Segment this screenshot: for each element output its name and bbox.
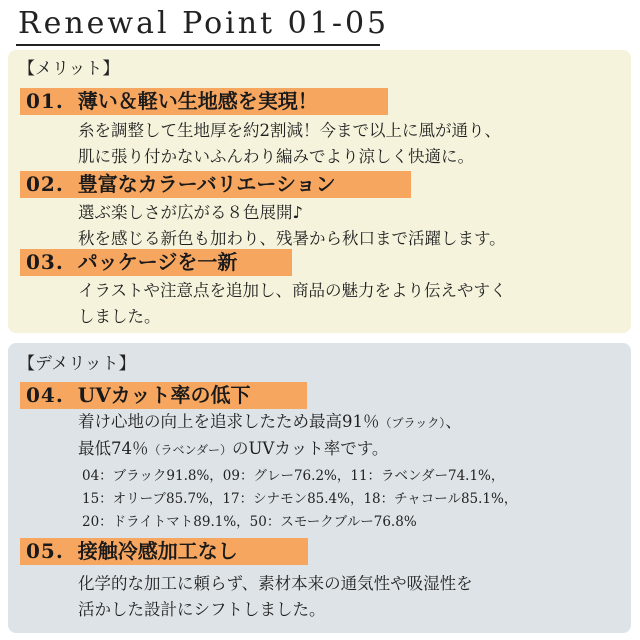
uv-stats-list	[82, 465, 517, 534]
title-underline	[16, 44, 380, 46]
demerit-label: 【デメリット】	[18, 354, 136, 374]
heading-03-number: 03.	[26, 250, 64, 274]
item-04-line-2	[78, 436, 462, 463]
uv-stats-line-1: 04：ブラック91.8%，09：グレー76.2%，11：ラベンダー74.1%，	[82, 468, 505, 484]
item-04-line-2-main: 最低74％	[78, 439, 149, 458]
heading-05	[20, 538, 308, 565]
item-05-body	[78, 571, 473, 623]
page-title: Renewal Point 01-05	[18, 6, 390, 41]
heading-04-number: 04.	[26, 383, 64, 407]
item-01-body	[78, 118, 501, 170]
uv-stats-line-2: 15：オリーブ85.7%，17：シナモン85.4%，18：チャコール85.1%，	[82, 491, 518, 507]
heading-01-text: 薄い＆軽い生地感を実現！	[77, 89, 318, 113]
item-04-line-1-note: （ブラック）	[379, 416, 446, 430]
heading-01-number: 01.	[26, 89, 64, 113]
item-03-body	[78, 278, 507, 330]
item-02-body	[78, 200, 506, 252]
item-04-line-1-end: 、	[445, 412, 462, 431]
heading-02	[20, 171, 411, 198]
heading-02-text: 豊富なカラーバリエーション	[77, 172, 336, 196]
item-01-line-2: 肌に張り付かないふんわり編みでより涼しく快適に。	[78, 147, 474, 166]
heading-05-text: 接触冷感加工なし	[77, 539, 238, 563]
heading-02-number: 02.	[26, 172, 64, 196]
item-04-line-1	[78, 409, 462, 436]
item-04-line-2-end: のUVカット率です。	[232, 439, 389, 458]
item-04-line-1-main: 着け心地の向上を追求したため最高91％	[78, 412, 380, 431]
item-05-line-2: 活かした設計にシフトしました。	[78, 600, 326, 619]
merit-label: 【メリット】	[18, 59, 120, 79]
heading-04	[20, 382, 307, 409]
item-02-line-2: 秋を感じる新色も加わり、残暑から秋口まで活躍します。	[78, 229, 506, 248]
uv-stats-line-3: 20：ドライトマト89.1%，50：スモークブルー76.8%	[82, 514, 417, 530]
heading-04-text: UVカット率の低下	[77, 383, 251, 407]
item-03-line-1: イラストや注意点を追加し、商品の魅力をより伝えやすく	[78, 281, 507, 300]
heading-03	[20, 249, 292, 276]
heading-03-text: パッケージを一新	[77, 250, 238, 274]
heading-01	[20, 88, 388, 115]
item-02-line-1: 選ぶ楽しさが広がる８色展開♪	[78, 203, 304, 222]
item-04-body	[78, 409, 462, 463]
item-05-line-1: 化学的な加工に頼らず、素材本来の通気性や吸湿性を	[78, 574, 473, 593]
item-03-line-2: しました。	[78, 307, 161, 326]
demerit-panel	[8, 343, 631, 633]
merit-panel	[8, 50, 631, 333]
item-01-line-1: 糸を調整して生地厚を約2割減！今まで以上に風が通り、	[78, 121, 501, 140]
item-04-line-2-note: （ラベンダー）	[148, 443, 233, 457]
heading-05-number: 05.	[26, 539, 64, 563]
